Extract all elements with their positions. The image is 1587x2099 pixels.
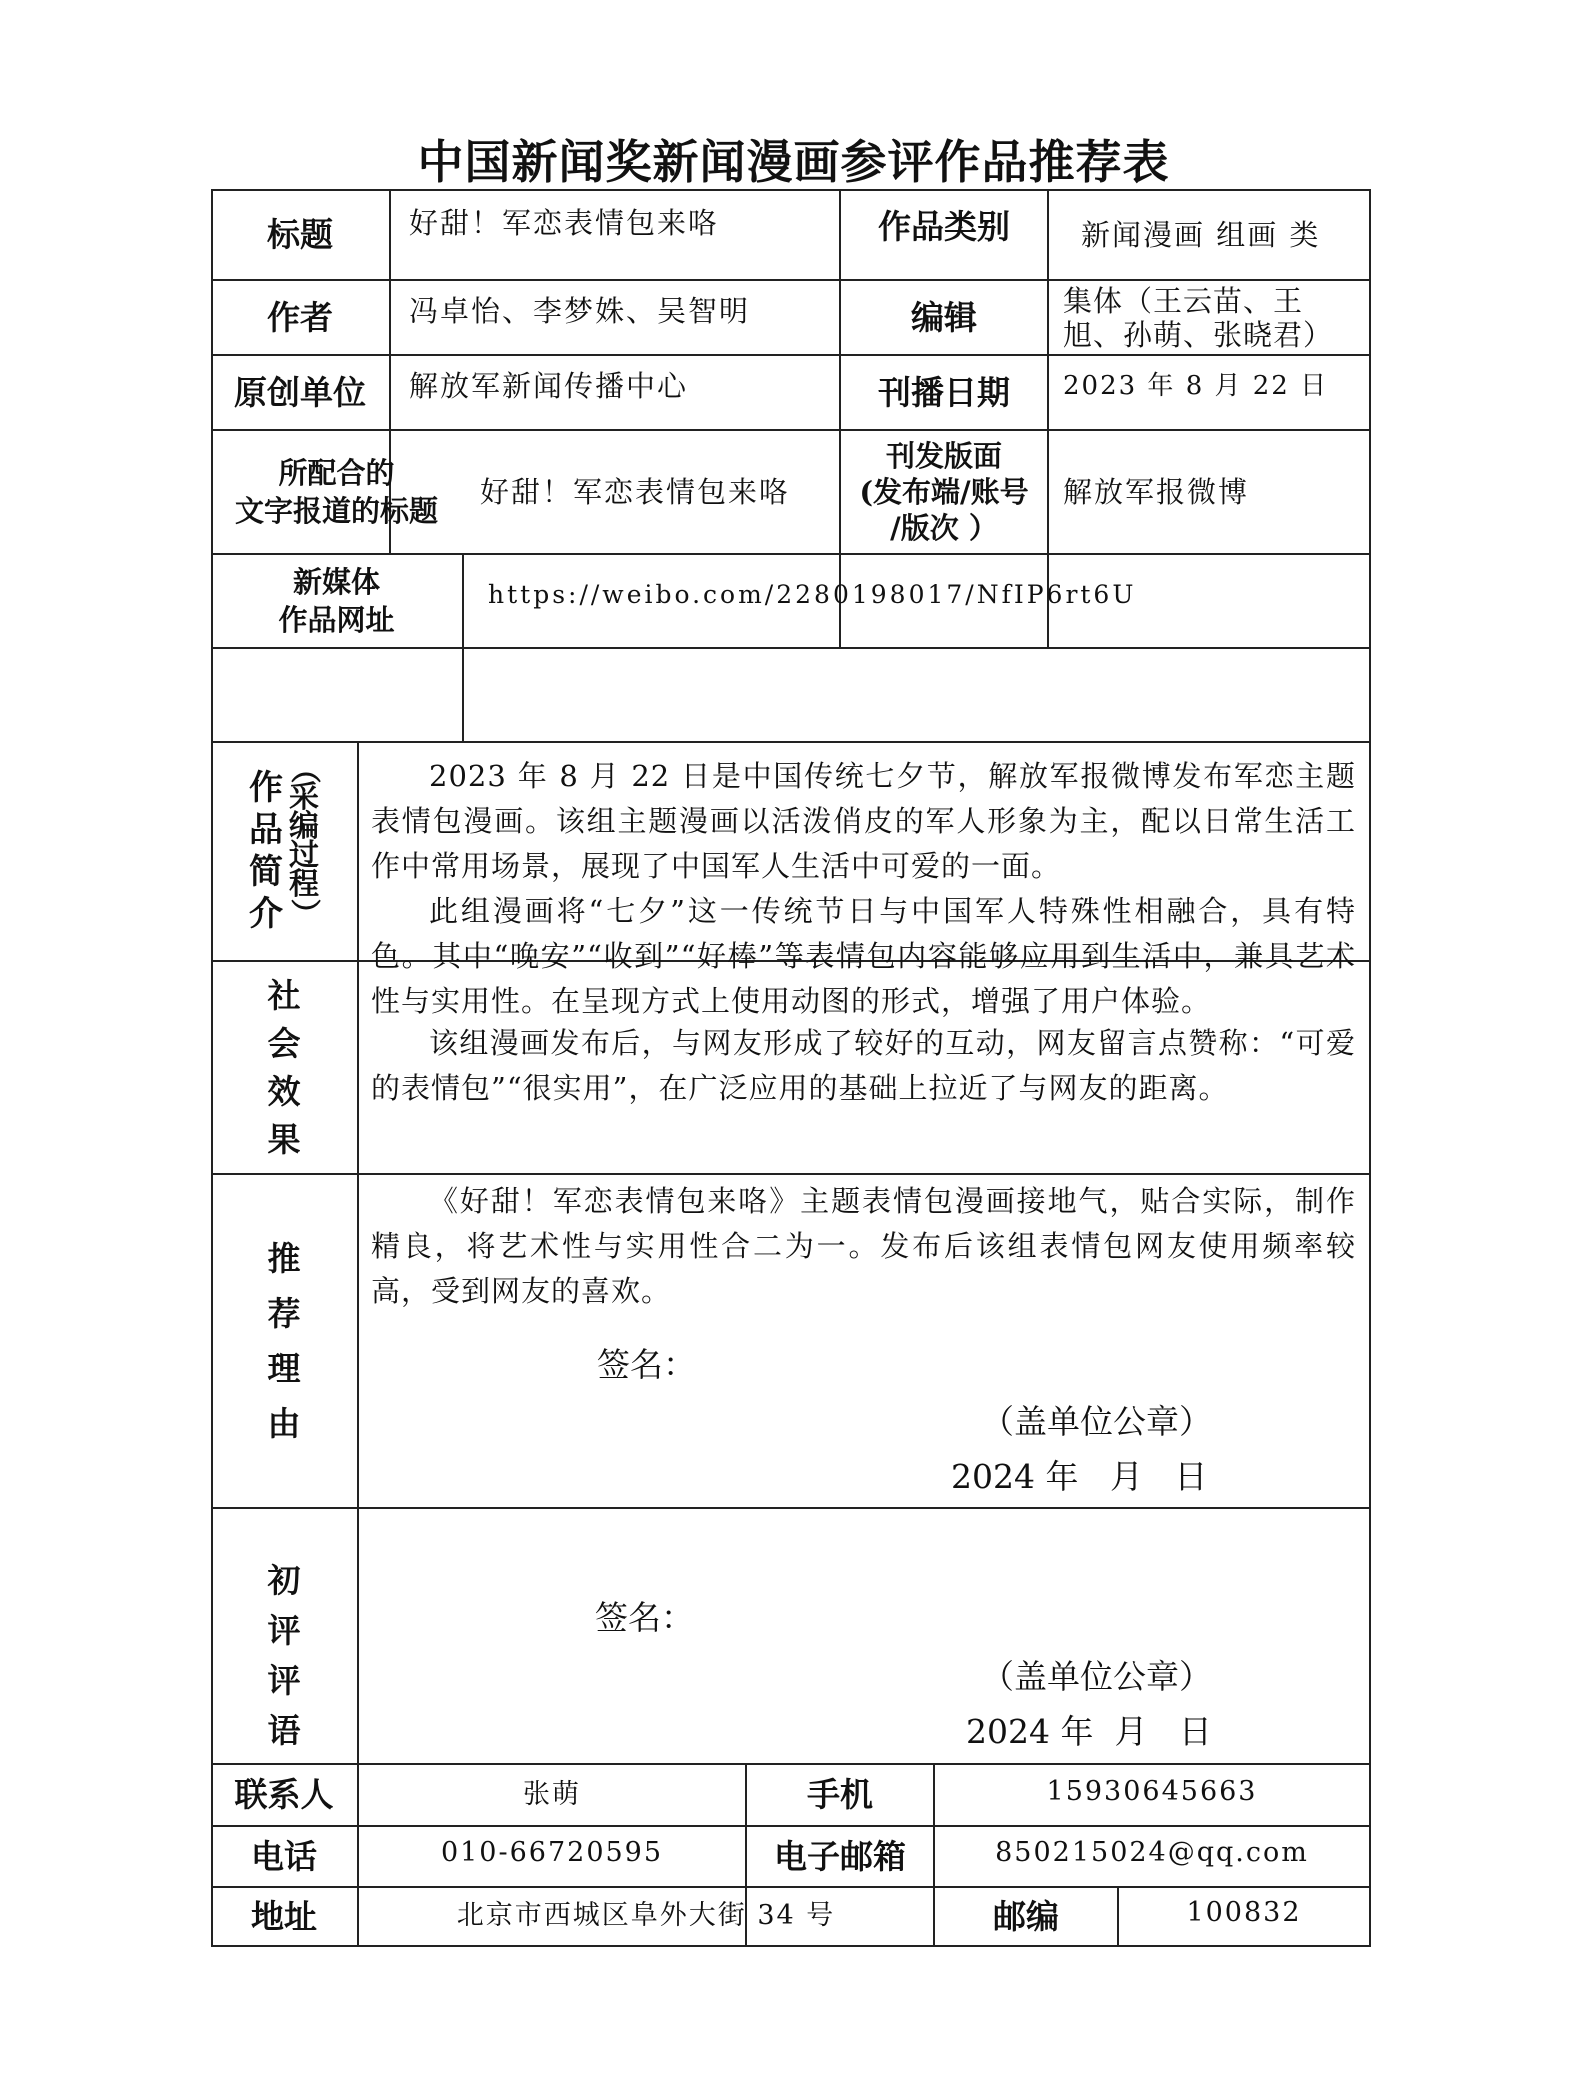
effect-paragraph: 该组漫画发布后，与网友形成了较好的互动，网友留言点赞称：“可爱的表情包”“很实用”，在广泛应用的基础上拉近了与网友的距离。 (371, 1026, 1356, 1105)
report-title-value: 好甜！军恋表情包来咯 (480, 475, 791, 509)
intro-label-main: 作 品 简 介 (249, 767, 283, 934)
phone-label: 电话 (251, 1836, 317, 1876)
page-value: 解放军报微博 (1063, 475, 1250, 509)
intro-label (211, 741, 357, 960)
address-value: 北京市西城区阜外大街 34 号 (456, 1899, 836, 1931)
page-label-line2: (发布端/账号 (859, 475, 1029, 509)
contact-person-label: 联系人 (234, 1775, 334, 1814)
effect-label: 社 会 效 果 (267, 975, 301, 1159)
editor-value: 集体（王云苗、王旭、孙萌、张晓君） (1063, 283, 1334, 352)
url-label (211, 555, 462, 647)
contact-person-value: 张萌 (523, 1778, 581, 1810)
url-label-line1: 新媒体 (292, 565, 380, 599)
page-label-line1: 刊发版面 (885, 439, 1002, 473)
title-value: 好甜！军恋表情包来咯 (409, 206, 720, 240)
category-value: 新闻漫画 组画 类 (1081, 218, 1321, 252)
email-value: 850215024@qq.com (995, 1836, 1309, 1868)
row-divider (211, 741, 1371, 743)
reason-sign-label: 签名： (597, 1345, 696, 1384)
row-divider (211, 1173, 1371, 1175)
col-divider (462, 647, 464, 741)
review-sign-label: 签名： (595, 1598, 694, 1637)
row-divider (211, 647, 1371, 649)
date-label: 刊播日期 (878, 372, 1010, 412)
reason-date: 2024 年 月 日 (951, 1457, 1208, 1496)
phone-value: 010-66720595 (440, 1836, 664, 1868)
editor-label: 编辑 (911, 297, 977, 337)
page-label-line3: /版次 ） (890, 511, 998, 545)
unit-label: 原创单位 (234, 372, 366, 412)
intro-label-sub: （ 采 编 过 程 ） (286, 753, 322, 928)
reason-paragraph: 《好甜！军恋表情包来咯》主题表情包漫画接地气，贴合实际，制作精良，将艺术性与实用性合二为一。发布后该组表情包网友使用频率较高，受到网友的喜欢。 (371, 1184, 1356, 1308)
reason-seal-note: （盖单位公章） (981, 1402, 1212, 1441)
author-label: 作者 (267, 297, 333, 337)
review-seal-note: （盖单位公章） (981, 1657, 1212, 1696)
mobile-value: 15930645663 (1046, 1775, 1258, 1807)
review-date: 2024 年 月 日 (966, 1712, 1212, 1751)
report-title-label-line1: 所配合的 (278, 456, 395, 490)
title-label: 标题 (267, 215, 333, 254)
report-title-label (211, 431, 462, 553)
effect-text (371, 1021, 1356, 1111)
reason-label: 推 荐 理 由 (267, 1239, 301, 1443)
date-value: 2023 年 8 月 22 日 (1063, 371, 1329, 401)
page-label (841, 431, 1047, 553)
url-label-line2: 作品网址 (278, 603, 395, 637)
author-value: 冯卓怡、李梦姝、吴智明 (409, 294, 751, 328)
intro-paragraph-2: 此组漫画将“七夕”这一传统节日与中国军人特殊性相融合，具有特色。其中“晚安”“收到”“好棒”等表情包内容能够应用到生活中，兼具艺术性与实用性。在呈现方式上使用动图的形式，增强了用户体验。 (371, 894, 1356, 1018)
table-border-right (1369, 189, 1371, 1947)
intro-paragraph-1: 2023 年 8 月 22 日是中国传统七夕节，解放军报微博发布军恋主题表情包漫画。该组主题漫画以活泼俏皮的军人形象为主，配以日常生活工作中常用场景，展现了中国军人生活中可爱的一面。 (371, 759, 1356, 883)
mobile-label: 手机 (807, 1775, 873, 1814)
report-title-label-line2: 文字报道的标题 (234, 494, 438, 528)
review-label: 初 评 评 语 (267, 1561, 301, 1750)
recommendation-table (211, 189, 1371, 1947)
email-label: 电子邮箱 (774, 1836, 906, 1876)
url-value[interactable]: https://weibo.com/2280198017/NfIP6rt6U (488, 580, 1137, 609)
intro-text (371, 754, 1356, 1024)
row-divider (211, 1507, 1371, 1509)
page-title: 中国新闻奖新闻漫画参评作品推荐表 (417, 135, 1170, 189)
category-label: 作品类别 (878, 207, 1010, 246)
reason-text (371, 1179, 1356, 1314)
zip-label: 邮编 (993, 1896, 1059, 1936)
address-label: 地址 (251, 1896, 317, 1936)
zip-value: 100832 (1186, 1896, 1302, 1928)
unit-value: 解放军新闻传播中心 (409, 369, 689, 403)
table-border-bottom (211, 1945, 1371, 1947)
